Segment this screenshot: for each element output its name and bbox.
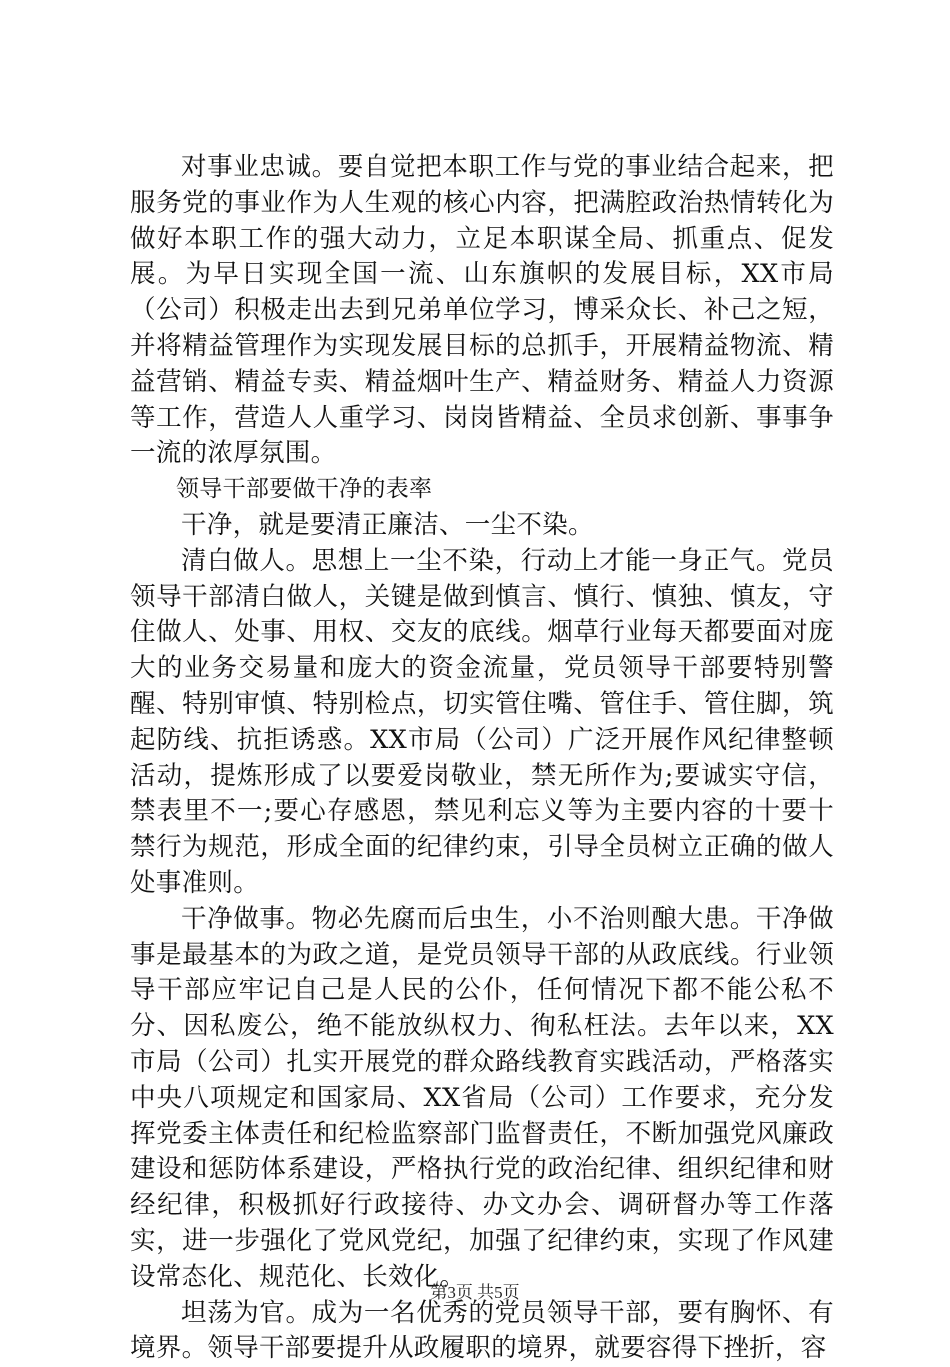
document-body bbox=[130, 150, 834, 1367]
paragraph-open-official: 坦荡为官。成为一名优秀的党员领导干部，要有胸怀、有境界。领导干部要提升从政履职的境界，就要容得下挫折，容 bbox=[130, 1296, 834, 1367]
paragraph-loyalty: 对事业忠诚。要自觉把本职工作与党的事业结合起来，把服务党的事业作为人生观的核心内容，把满腔政治热情转化为做好本职工作的强大动力，立足本职谋全局、抓重点、促发展。为早日实现全国一流、山东旗帜的发展目标，XX市局（公司）积极走出去到兄弟单位学习，博采众长、补己之短，并将精益管理作为实现发展目标的总抓手，开展精益物流、精益营销、精益专卖、精益烟叶生产、精益财务、精益人力资源等工作，营造人人重学习、岗岗皆精益、全员求创新、事事争一流的浓厚氛围。 bbox=[130, 150, 834, 472]
page-footer: 第3页 共5页 bbox=[0, 1278, 950, 1303]
paragraph-clean-work: 干净做事。物必先腐而后虫生，小不治则酿大患。干净做事是最基本的为政之道，是党员领导干部的从政底线。行业领导干部应牢记自己是人民的公仆，任何情况下都不能公私不分、因私废公，绝不能放纵权力、徇私枉法。去年以来，XX市局（公司）扎实开展党的群众路线教育实践活动，严格落实中央八项规定和国家局、XX省局（公司）工作要求，充分发挥党委主体责任和纪检监察部门监督责任，不断加强党风廉政建设和惩防体系建设，严格执行党的政治纪律、组织纪律和财经纪律，积极抓好行政接待、办文办会、调研督办等工作落实，进一步强化了党风党纪，加强了纪律约束，实现了作风建设常态化、规范化、长效化。 bbox=[130, 902, 834, 1296]
section-heading: 领导干部要做干净的表率 bbox=[130, 472, 834, 508]
paragraph-clean-person: 清白做人。思想上一尘不染，行动上才能一身正气。党员领导干部清白做人，关键是做到慎言、慎行、慎独、慎友，守住做人、处事、用权、交友的底线。烟草行业每天都要面对庞大的业务交易量和庞大的资金流量，党员领导干部要特别警醒、特别审慎、特别检点，切实管住嘴、管住手、管住脚，筑起防线、抗拒诱惑。XX市局（公司）广泛开展作风纪律整顿活动，提炼形成了以要爱岗敬业，禁无所作为;要诚实守信，禁表里不一;要心存感恩，禁见利忘义等为主要内容的十要十禁行为规范，形成全面的纪律约束，引导全员树立正确的做人处事准则。 bbox=[130, 544, 834, 902]
paragraph-clean-intro: 干净，就是要清正廉洁、一尘不染。 bbox=[130, 508, 834, 544]
